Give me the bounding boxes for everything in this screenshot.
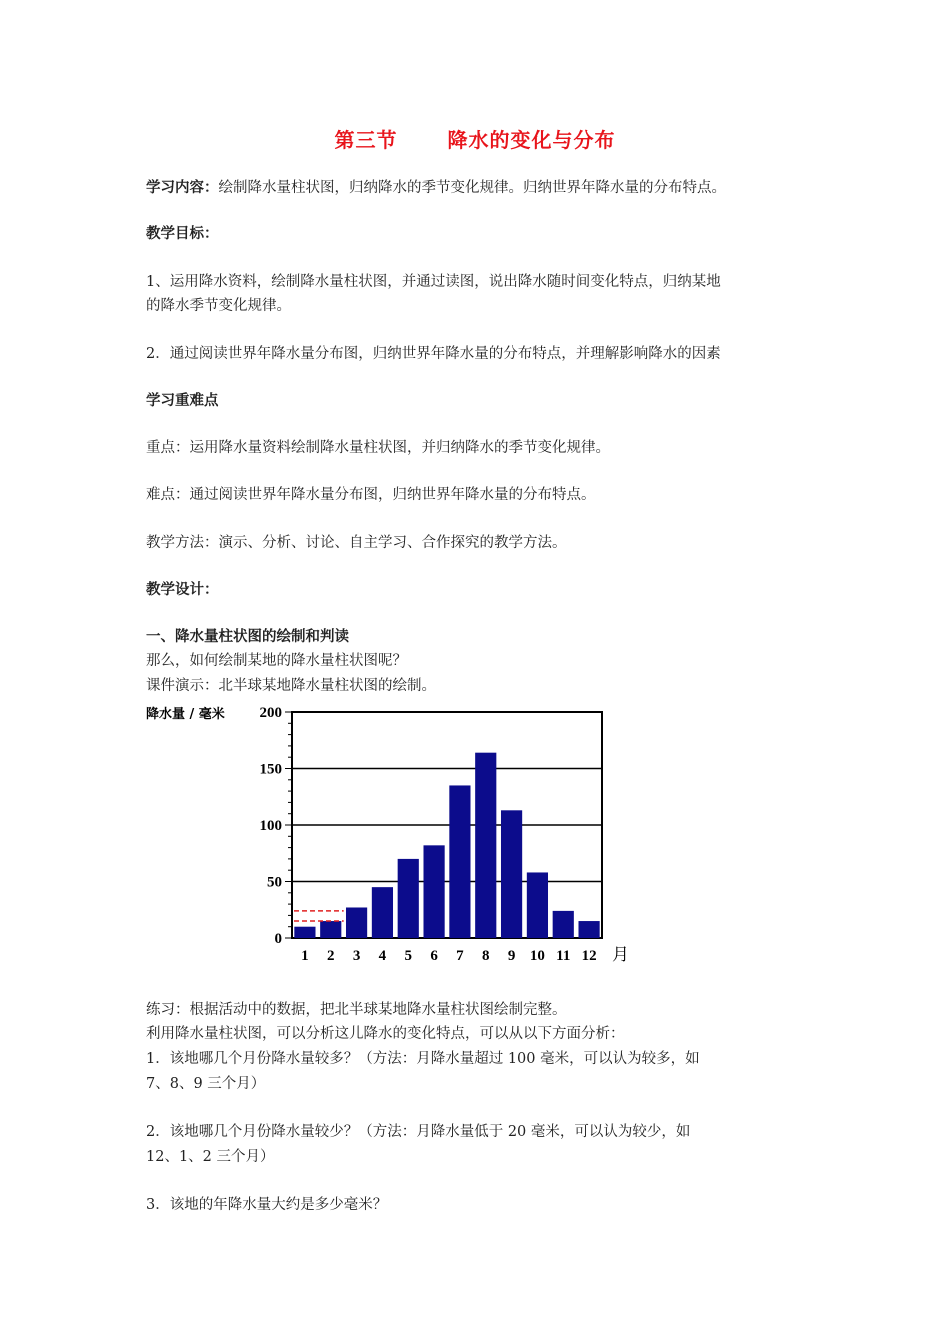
goals-heading: 教学目标： [146,226,219,242]
bar-month-9 [501,810,522,938]
x-tick-label-1: 1 [301,948,309,964]
x-tick-label-9: 9 [507,948,516,964]
intro-label: 学习内容： [146,180,219,196]
x-tick-label-7: 7 [456,948,464,964]
design-heading: 教学设计： [146,582,219,598]
title-section: 第三节 [334,128,398,152]
x-tick-label-6: 6 [430,948,438,964]
question-how-to-draw: 那么，如何绘制某地的降水量柱状图呢？ [146,653,407,669]
y-tick-label-100: 100 [259,818,282,834]
bar-month-10 [527,872,548,938]
bar-month-5 [398,859,419,938]
point-3: 3．该地的年降水量大约是多少毫米？ [146,1197,388,1213]
x-tick-label-5: 5 [404,948,412,964]
bar-month-7 [449,785,470,938]
y-tick-label-0: 0 [274,931,282,947]
x-tick-label-12: 12 [581,948,597,964]
bar-month-12 [578,921,599,938]
y-tick-label-200: 200 [259,705,282,721]
bar-month-1 [294,927,315,938]
page-title [0,124,950,153]
bar-month-11 [553,911,574,938]
hard-point: 难点：通过阅读世界年降水量分布图，归纳世界年降水量的分布特点。 [146,487,596,503]
x-tick-label-10: 10 [529,948,545,964]
y-tick-label-150: 150 [259,761,282,778]
intro-text: 绘制降水量柱状图，归纳降水的季节变化规律。归纳世界年降水量的分布特点。 [218,180,726,196]
point-2-line-2: 12、1、2 三个月） [146,1149,275,1165]
practice-text: 练习：根据活动中的数据，把北半球某地降水量柱状图绘制完整。 [146,1002,567,1018]
teaching-method: 教学方法：演示、分析、讨论、自主学习、合作探究的教学方法。 [146,535,567,551]
point-2-line-1: 2．该地哪几个月份降水量较少？（方法：月降水量低于 20 毫米，可以认为较少，如 [146,1124,691,1140]
point-1-line-1: 1．该地哪几个月份降水量较多？（方法：月降水量超过 100 毫米，可以认为较多，如 [146,1051,700,1067]
point-1-line-2: 7、8、9 三个月） [146,1076,266,1092]
x-axis-unit: 月 [612,945,629,965]
intro-paragraph [146,176,726,197]
y-axis-label: 降水量 / 毫米 [146,707,225,722]
x-tick-label-4: 4 [378,948,387,964]
x-tick-label-2: 2 [327,948,335,964]
x-tick-label-8: 8 [482,948,490,964]
bar-month-8 [475,753,496,938]
difficulty-heading: 学习重难点 [146,393,219,409]
goal-1-line-1: 1、运用降水资料，绘制降水量柱状图，并通过读图，说出降水随时间变化特点，归纳某地 [146,274,721,290]
bar-month-2 [320,921,341,938]
title-topic: 降水的变化与分布 [447,128,616,152]
goal-1-line-2: 的降水季节变化规律。 [146,298,291,314]
key-point: 重点：运用降水量资料绘制降水量柱状图，并归纳降水的季节变化规律。 [146,440,610,456]
analysis-intro: 利用降水量柱状图，可以分析这儿降水的变化特点，可以从以下方面分析： [146,1026,625,1042]
x-tick-label-11: 11 [556,948,571,964]
bar-month-3 [346,907,367,938]
section-1-heading: 一、降水量柱状图的绘制和判读 [146,629,349,645]
bar-month-6 [423,845,444,938]
demo-text: 课件演示：北半球某地降水量柱状图的绘制。 [146,678,436,694]
bar-month-4 [372,887,393,938]
goal-2: 2．通过阅读世界年降水量分布图，归纳世界年降水量的分布特点，并理解影响降水的因素 [146,346,721,362]
y-tick-label-50: 50 [267,874,282,891]
precipitation-bar-chart [140,700,640,970]
x-tick-label-3: 3 [352,948,361,964]
